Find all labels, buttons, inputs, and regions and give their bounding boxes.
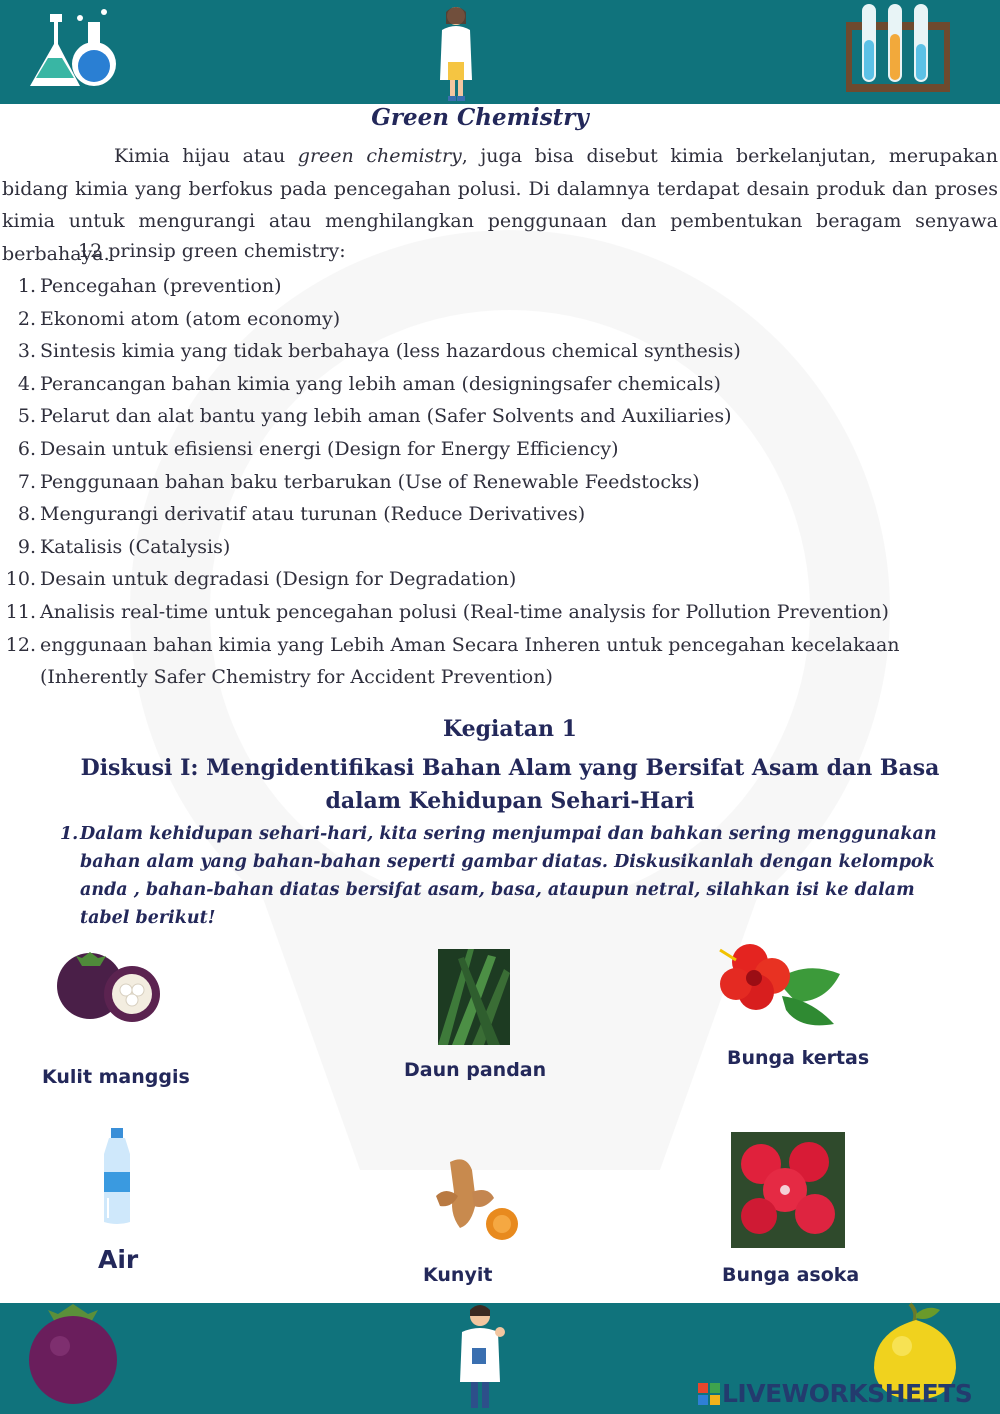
principle-number: 9.: [17, 535, 36, 558]
principles-heading: 12 prinsip green chemistry:: [78, 240, 346, 262]
principle-text: Desain untuk degradasi (Design for Degradation): [40, 568, 517, 591]
label-daun-pandan: Daun pandan: [404, 1059, 547, 1081]
activity-title: Kegiatan 1: [442, 716, 577, 742]
principle-item: [0, 629, 1000, 694]
principle-text: Katalisis (Catalysis): [40, 535, 231, 558]
scientist-icon: [432, 2, 480, 102]
principle-text: Ekonomi atom (atom economy): [40, 307, 341, 330]
principle-number: 10.: [5, 568, 36, 591]
principle-number: 2.: [17, 307, 36, 330]
scientist-icon-bottom: [452, 1302, 510, 1412]
question-number: 1.: [60, 824, 79, 844]
hibiscus-flower-image: [716, 940, 846, 1030]
principle-text: Penggunaan bahan baku terbarukan (Use of Renewable Feedstocks): [40, 470, 700, 493]
principle-item: [0, 335, 1000, 368]
principle-text: Desain untuk efisiensi energi (Design for Energy Efficiency): [40, 437, 619, 460]
principles-list: [0, 270, 1000, 694]
flasks-icon: [24, 6, 120, 96]
mangosteen-image: [52, 952, 164, 1024]
principle-text: Perancangan bahan kimia yang lebih aman (designingsafer chemicals): [40, 372, 721, 395]
principle-text: Pelarut dan alat bantu yang lebih aman (Safer Solvents and Auxiliaries): [40, 405, 732, 428]
principle-text: enggunaan bahan kimia yang Lebih Aman Secara Inheren untuk pencegahan kecelakaan (Inherently Safer Chemistry for Accident Prevention): [40, 633, 900, 689]
principle-number: 3.: [17, 340, 36, 363]
liveworksheets-logo-icon: [698, 1383, 720, 1405]
question-1: [60, 820, 960, 932]
intro-italic-term: green chemistry: [297, 145, 462, 167]
principle-number: 6.: [17, 437, 36, 460]
principle-text: Mengurangi derivatif atau turunan (Reduce Derivatives): [40, 503, 586, 526]
principle-text: Sintesis kimia yang tidak berbahaya (less hazardous chemical synthesis): [40, 340, 741, 363]
principle-number: 12.: [5, 633, 36, 656]
principle-number: 11.: [5, 600, 36, 623]
test-tubes-icon: [842, 4, 954, 96]
discussion-title: [0, 752, 1000, 818]
pandan-leaf-image: [438, 949, 510, 1045]
water-bottle-image: [100, 1128, 134, 1226]
principle-item: [0, 368, 1000, 401]
principle-item: [0, 433, 1000, 466]
principle-item: [0, 596, 1000, 629]
principle-item: [0, 531, 1000, 564]
principle-item: [0, 563, 1000, 596]
label-bunga-kertas: Bunga kertas: [727, 1047, 870, 1069]
principle-number: 8.: [17, 503, 36, 526]
principle-number: 4.: [17, 372, 36, 395]
principle-item: [0, 400, 1000, 433]
principle-text: Analisis real-time untuk pencegahan polusi (Real-time analysis for Pollution Prevention): [40, 600, 889, 623]
principle-item: [0, 498, 1000, 531]
discussion-title-text: Diskusi I: Mengidentifikasi Bahan Alam yang Bersifat Asam dan Basa dalam Kehidupan Sehari-Hari: [80, 755, 940, 814]
liveworksheets-text: LIVEWORKSHEETS: [722, 1379, 973, 1408]
page-title: Green Chemistry: [371, 104, 589, 131]
question-text: Dalam kehidupan sehari-hari, kita sering menjumpai dan bahkan sering menggunakan bahan alam yang bahan-bahan seperti gambar diatas. Diskusikanlah dengan kelompok anda , bahan-bahan diatas bersifat asam, basa, ataupun netral, silahkan isi ke dalam tabel berikut!: [80, 824, 937, 928]
principle-number: 7.: [17, 470, 36, 493]
principle-number: 5.: [17, 405, 36, 428]
principle-item: [0, 466, 1000, 499]
label-kunyit: Kunyit: [423, 1264, 493, 1286]
principle-item: [0, 303, 1000, 336]
principle-text: Pencegahan (prevention): [40, 275, 282, 297]
label-air: Air: [98, 1245, 139, 1274]
label-bunga-asoka: Bunga asoka: [722, 1264, 860, 1286]
mangosteen-icon: [24, 1300, 122, 1406]
principle-item: [0, 270, 1000, 303]
intro-text-2: , juga bisa disebut kimia berkelanjutan, merupakan bidang kimia yang berfokus pada pencegahan polusi. Di dalamnya terdapat desain produk dan proses kimia untuk mengurangi atau menghilangkan penggunaan dan pembentukan beragam senyawa berbahaya.: [2, 145, 998, 265]
intro-text-1: Kimia hijau atau: [114, 145, 298, 167]
ixora-flower-image: [731, 1132, 845, 1248]
liveworksheets-watermark: [698, 1379, 972, 1408]
turmeric-image: [432, 1152, 524, 1242]
label-kulit-manggis: Kulit manggis: [42, 1066, 190, 1088]
principle-number: 1.: [17, 275, 36, 297]
